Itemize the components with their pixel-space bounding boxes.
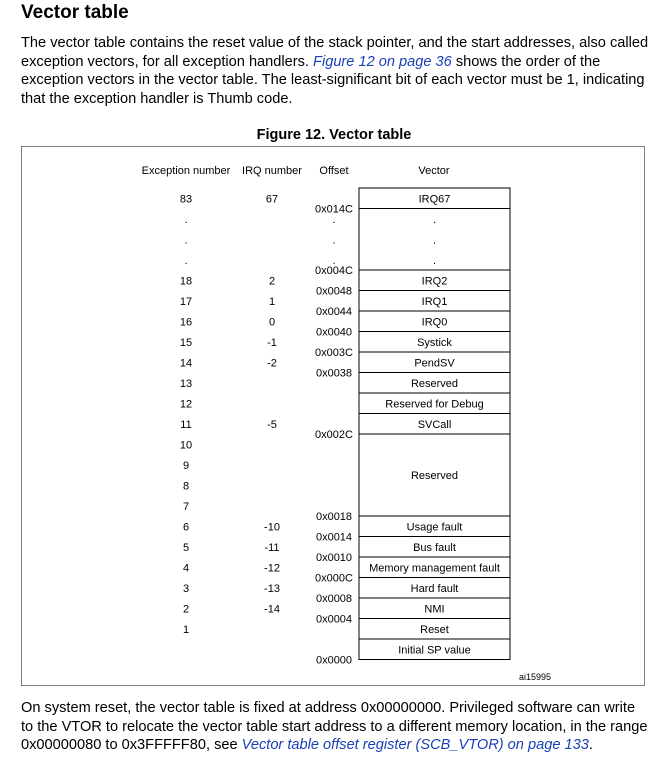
figure-id-label: ai15995 <box>518 672 552 682</box>
vector-label: IRQ67 <box>418 193 451 206</box>
offset-label: 0x0004 <box>315 613 353 626</box>
vector-label: Usage fault <box>406 521 463 534</box>
header-irq-number: IRQ number <box>242 165 302 177</box>
vector-label: Memory management fault <box>369 562 500 575</box>
offset-label: . <box>332 234 336 247</box>
exception-number: 8 <box>182 480 190 493</box>
exception-number: 15 <box>179 336 193 349</box>
exception-number: 9 <box>182 459 190 472</box>
vector-label: IRQ0 <box>421 316 448 329</box>
intro-text-2: shows the order of the exception vectors in the vector table. The least-significant bit of each vector must be 1, indicating that the exception handler is Thumb code. <box>21 53 645 107</box>
vector-label: Systick <box>417 336 452 349</box>
exception-number: 14 <box>179 357 193 370</box>
section-heading: Vector table <box>21 2 129 23</box>
exception-number: 3 <box>182 582 190 595</box>
exception-number: 18 <box>179 275 193 288</box>
vector-label: Initial SP value <box>398 644 471 657</box>
intro-text-1: The vector table contains the reset value of the stack pointer, and the start addresses, also called exception vectors, for all exception handlers. <box>21 35 649 70</box>
vector-label: Reserved <box>410 470 459 482</box>
exception-number: 4 <box>182 562 190 575</box>
exception-number: 7 <box>182 500 190 513</box>
header-offset: Offset <box>319 165 349 177</box>
exception-number: 11 <box>180 418 192 431</box>
vector-label: Bus fault <box>413 541 456 554</box>
exception-number: 83 <box>179 193 193 206</box>
outro-text-1: On system reset, the vector table is fixed at address 0x00000000. Privileged software can write to the VTOR to relocate the vector table start address to a different memory location, in the range 0x00000080 to 0x3FFFFF80, see <box>21 700 648 754</box>
vector-label: Hard fault <box>410 582 459 595</box>
offset-label: 0x0008 <box>315 593 353 605</box>
vector-label: IRQ2 <box>421 275 448 288</box>
vector-label: . <box>432 213 437 226</box>
irq-number: -5 <box>267 418 277 431</box>
irq-number: -11 <box>264 541 280 554</box>
exception-number: 17 <box>179 295 193 308</box>
offset-label: 0x0044 <box>315 306 353 318</box>
irq-number: -12 <box>264 562 280 575</box>
figure-link[interactable]: Figure 12 on page 36 <box>313 53 452 70</box>
irq-number: -1 <box>267 336 277 349</box>
exception-number: . <box>184 254 188 267</box>
offset-label: 0x0038 <box>315 367 353 380</box>
exception-number: 1 <box>182 623 190 636</box>
offset-label: . <box>332 214 336 226</box>
offset-label: 0x0018 <box>315 511 353 523</box>
irq-number: -2 <box>267 357 277 370</box>
exception-number: 10 <box>179 439 193 452</box>
exception-number: 16 <box>179 316 193 329</box>
exception-number: 2 <box>182 603 190 616</box>
offset-label: 0x014C <box>315 203 353 216</box>
figure-title: Figure 12. Vector table <box>256 127 412 143</box>
irq-number: 2 <box>268 275 276 288</box>
outro-paragraph <box>21 699 651 755</box>
vector-label: SVCall <box>417 418 452 431</box>
vector-label: IRQ1 <box>421 295 448 308</box>
exception-number: . <box>184 234 188 247</box>
vector-label: Reset <box>420 623 449 636</box>
header-vector: Vector <box>418 165 450 177</box>
offset-label: 0x0048 <box>315 285 353 298</box>
irq-number: -13 <box>264 582 280 595</box>
vtor-link[interactable]: Vector table offset register (SCB_VTOR) on page 133 <box>241 737 589 754</box>
header-exception-number: Exception number <box>141 165 231 177</box>
offset-label: 0x0040 <box>315 326 353 339</box>
offset-label: 0x000C <box>315 572 353 585</box>
exception-number: 12 <box>179 398 193 411</box>
vector-label: . <box>432 254 437 267</box>
exception-number: 6 <box>182 521 190 534</box>
vector-rows <box>180 188 510 660</box>
vector-label: PendSV <box>414 357 455 370</box>
offset-label: 0x003C <box>315 347 353 359</box>
irq-number: 1 <box>268 295 276 308</box>
offset-label: 0x0000 <box>315 654 353 667</box>
offset-label: 0x0014 <box>315 531 353 544</box>
exception-number: 5 <box>182 541 190 554</box>
irq-number: -14 <box>264 603 280 616</box>
outro-text-2: . <box>588 737 593 754</box>
exception-number: . <box>184 213 188 226</box>
vector-label: NMI <box>424 603 445 616</box>
offset-label: 0x002C <box>315 429 353 441</box>
offset-labels <box>315 204 353 667</box>
irq-number: -10 <box>264 521 280 534</box>
offset-label: 0x004C <box>315 265 353 277</box>
vector-label: Reserved <box>410 377 459 390</box>
exception-number: 13 <box>179 377 193 390</box>
vector-label: . <box>432 234 437 247</box>
offset-label: . <box>332 255 336 267</box>
irq-number: 0 <box>268 316 276 329</box>
irq-number: 67 <box>265 193 279 206</box>
offset-label: 0x0010 <box>315 552 353 564</box>
vector-label: Reserved for Debug <box>385 398 484 411</box>
